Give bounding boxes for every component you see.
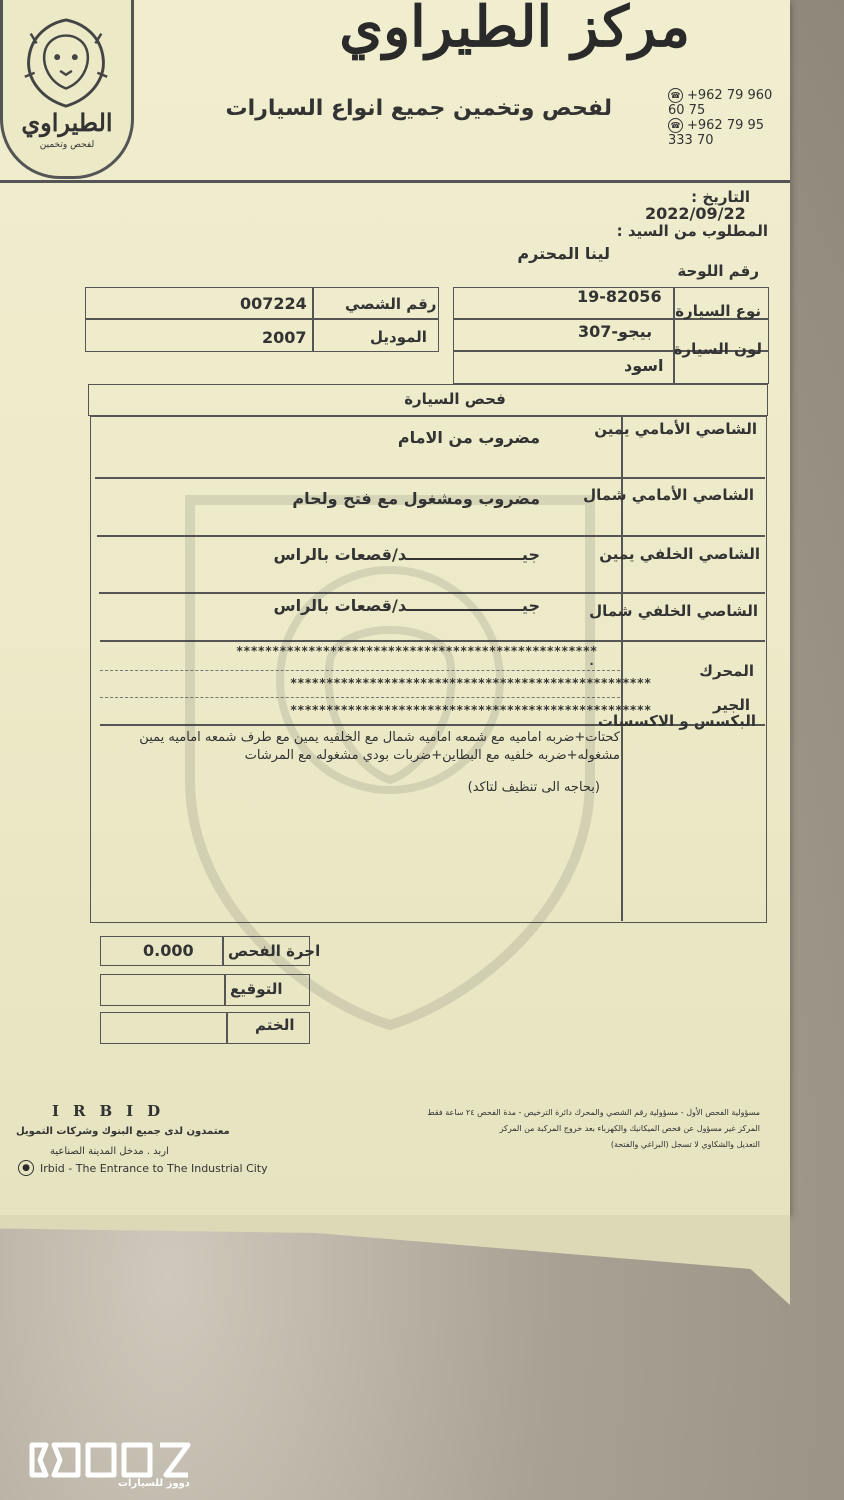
logo-subtitle: لفحص وتخمين [39,140,95,150]
page-subtitle: لفحص وتخمين جميع انواع السيارات [225,96,612,121]
gear-label: الجير [712,696,750,714]
inspection-row-divider [95,477,765,479]
signature-label: التوقيع [230,980,283,998]
header-divider [0,180,790,183]
signature-divider [224,974,226,1005]
fee-value: 0.000 [143,941,194,960]
type-label: نوع السيارة [675,302,761,320]
plate-value: 19-82056 [577,287,662,306]
footer-note-3: التعديل والشكاوي لا تسجل (البراغي والفتحة) [610,1140,760,1149]
phone-2 [668,118,790,148]
phone-icon: ☎ [668,88,683,103]
footer-banks: معتمدون لدى جميع البنوك وشركات التمويل [16,1126,230,1137]
requested-value: لينا المحترم [517,244,610,263]
dooz-logo-icon [28,1440,193,1480]
body-line-1: كحتات+ضربه اماميه مع شمعه اماميه شمال مع الخلفيه يمين مع طرف شمعه اماميه يمين [139,730,620,745]
chassis-col-divider [312,287,314,351]
rear-left-chassis-label: الشاصي الخلفي شمال [589,602,758,620]
front-right-chassis-value: مضروب من الامام [397,428,540,447]
stamp-label: الختم [255,1016,295,1034]
date-value: 2022/09/22 [645,204,746,223]
color-label: لون السيارة [673,340,762,358]
page-title: مركز الطيراوي [339,0,690,60]
date-label: التاريخ : [691,188,750,206]
chassis-value: 007224 [240,294,307,313]
front-left-chassis-value: مضروب ومشغول مع فتح ولحام [292,489,540,508]
chassis-row-divider [85,318,438,320]
phone-icon: ☎ [668,118,683,133]
footer-address-en: Irbid - The Entrance to The Industrial City [40,1162,268,1175]
requested-label: المطلوب من السيد : [616,222,768,240]
rear-right-chassis-label: الشاصي الخلفي يمين [599,545,760,563]
dooz-tagline: دووز للسيارات [118,1478,190,1489]
phone-number-2: +962 79 95 333 70 [668,118,765,148]
plate-label: رقم اللوحة [677,262,759,280]
footer-note-2: المركز غير مسؤول عن فحص الميكانيك والكهرباء بعد خروج المركبة من المركز [499,1124,760,1133]
center-logo [0,0,134,179]
fee-label: اجرة الفحص [228,942,321,960]
front-left-chassis-label: الشاصي الأمامي شمال [583,486,754,504]
rear-right-chassis-value: جيـــــــــــــــــــــد/قصعات بالراس [273,545,540,564]
phone-number-1: +962 79 960 60 75 [668,88,773,118]
inspection-title: فحص السيارة [404,390,506,408]
footer-city: IRBID [52,1102,175,1120]
lion-icon [17,14,115,112]
gear-value-2: ************************************************** [290,703,652,717]
color-value: اسود [624,356,664,375]
front-right-chassis-label: الشاصي الأمامي يمين [594,420,757,438]
footer-address-ar: اربد . مدخل المدينة الصناعية [50,1146,169,1157]
gear-value: ************************************************** [290,676,652,690]
location-pin-icon: ● [18,1160,34,1176]
engine-label: المحرك [699,662,754,680]
fee-divider [222,936,224,965]
footer-note-1: مسؤولية الفحص الأول - مسؤولية رقم الشصي والمحرك دائرة الترخيص - مدة الفحص ٢٤ ساعة فقط [427,1108,760,1117]
stamp-divider [226,1012,228,1043]
model-label: الموديل [370,328,427,346]
rear-left-chassis-value: جيـــــــــــــــــــــد/قصعات بالراس [273,596,540,615]
type-value: بيجو-307 [578,322,653,341]
body-line-2: مشغوله+ضربه خلفيه مع البطاين+ضربات بودي مشغوله مع المرشات [244,748,620,763]
engine-value-dot: . [588,654,596,668]
chassis-label: رقم الشصي [345,295,437,313]
logo-name: الطيراوي [21,108,113,137]
engine-value: ************************************************** [236,644,598,658]
body-note: (بحاجه الى تنظيف لتاكد) [467,780,600,795]
model-value: 2007 [262,328,307,347]
phone-1 [668,88,790,118]
body-label: البكسس و الاكسسات [597,712,756,730]
